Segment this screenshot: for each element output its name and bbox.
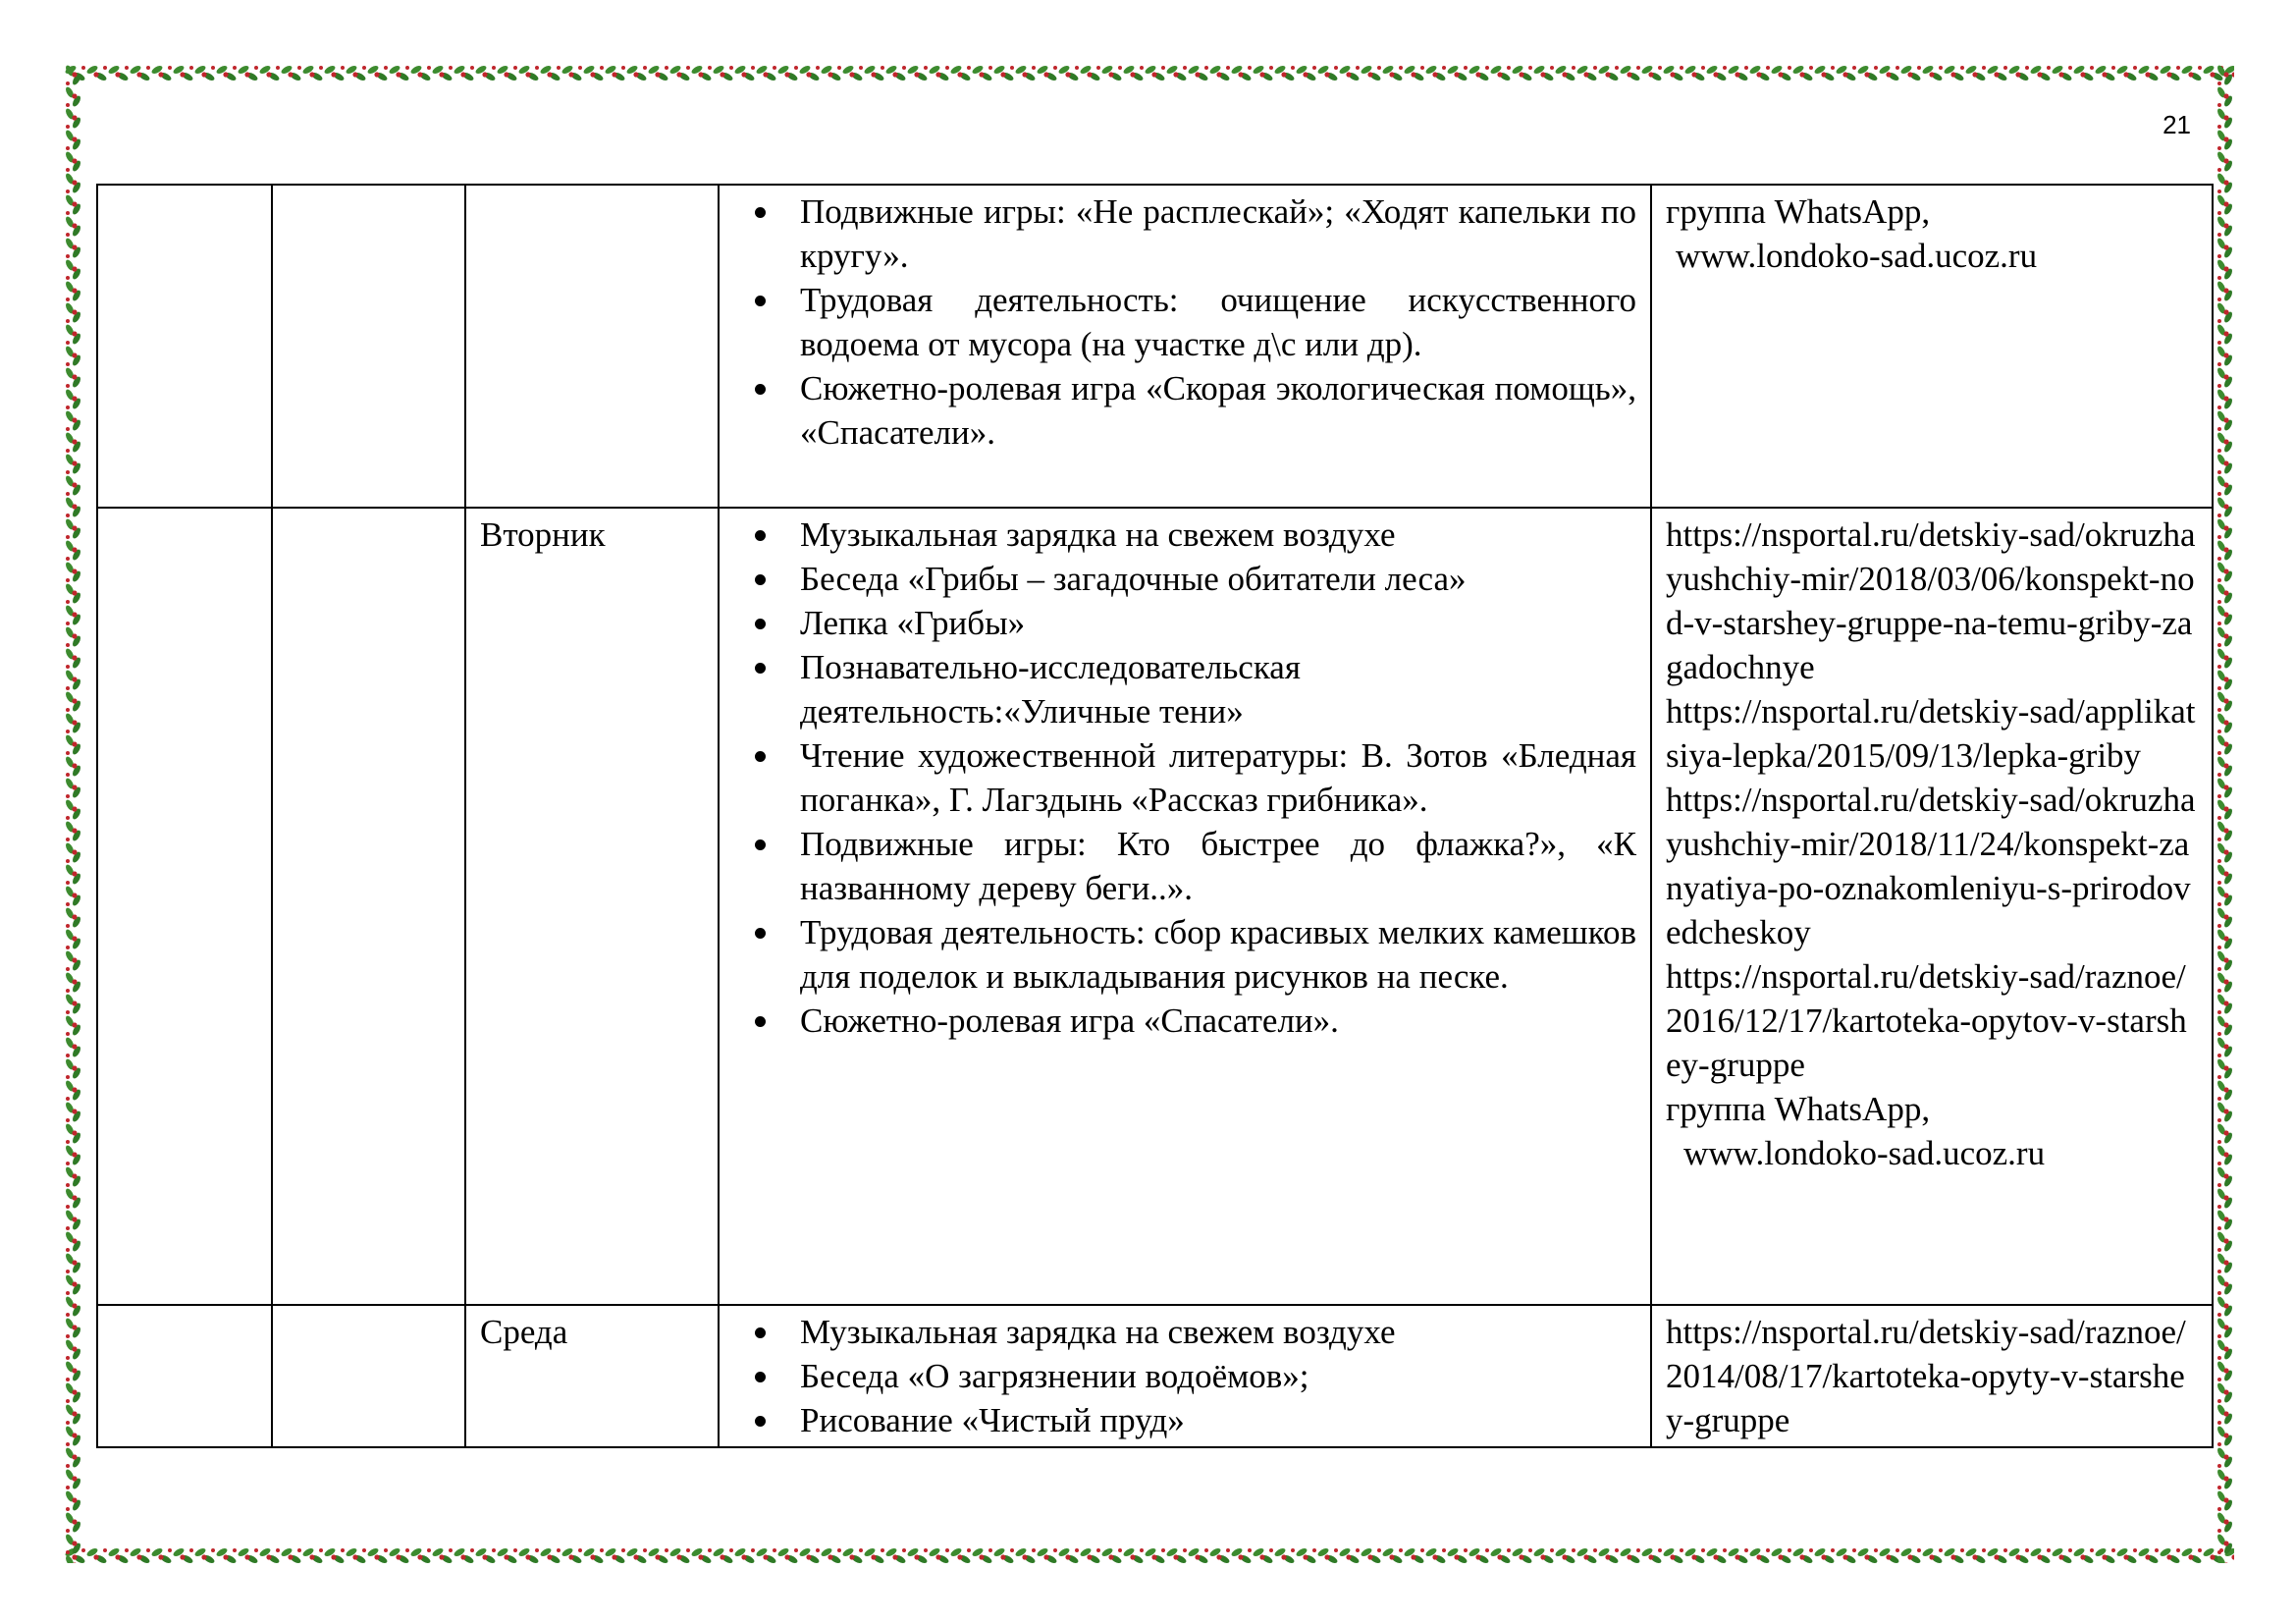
resource-link[interactable]: https://nsportal.ru/detskiy-sad/okruzhayushchiy-mir/2018/03/06/konspekt-nod-v-starshey-gruppe-na-temu-griby-zagadochnye — [1666, 515, 2196, 686]
day-cell: Среда — [465, 1305, 719, 1447]
holly-border-bottom-icon — [65, 1543, 2234, 1569]
activities-cell — [719, 185, 1651, 508]
holly-border-top-icon — [65, 61, 2234, 86]
table-row — [97, 508, 2213, 1305]
list-item: Подвижные игры: Кто быстрее до флажка?», «К названному дереву беги..». — [800, 822, 1636, 910]
activities-cell — [719, 1305, 1651, 1447]
resource-link[interactable]: https://nsportal.ru/detskiy-sad/raznoe/2016/12/17/kartoteka-opytov-v-starshey-gruppe — [1666, 957, 2187, 1084]
list-item: Беседа «Грибы – загадочные обитатели леса» — [800, 557, 1636, 601]
empty-cell — [97, 508, 272, 1305]
list-item: Трудовая деятельность: очищение искусственного водоема от мусора (на участке д\с или др). — [800, 278, 1636, 366]
resource-link[interactable]: www.londoko-sad.ucoz.ru — [1676, 237, 2038, 275]
list-item: Сюжетно-ролевая игра «Спасатели». — [800, 999, 1636, 1043]
resource-link[interactable]: https://nsportal.ru/detskiy-sad/okruzhayushchiy-mir/2018/11/24/konspekt-zanyatiya-po-oznakomleniyu-s-prirodovedcheskoy — [1666, 781, 2196, 951]
page-number: 21 — [2163, 110, 2191, 139]
resource-link[interactable]: https://nsportal.ru/detskiy-sad/applikatsiya-lepka/2015/09/13/lepka-griby — [1666, 692, 2196, 775]
table-row — [97, 185, 2213, 508]
list-item: Трудовая деятельность: сбор красивых мелких камешков для поделок и выкладывания рисунков на песке. — [800, 910, 1636, 999]
holly-border-right-icon — [2213, 65, 2238, 1563]
holly-border-left-icon — [61, 65, 86, 1563]
activity-plan-table — [96, 184, 2214, 1448]
activity-list — [733, 189, 1636, 455]
resources-cell — [1651, 185, 2213, 508]
day-cell: Вторник — [465, 508, 719, 1305]
resources-cell — [1651, 1305, 2213, 1447]
activities-cell — [719, 508, 1651, 1305]
resource-text: группа WhatsApp, — [1666, 192, 1931, 231]
list-item: Подвижные игры: «Не расплескай»; «Ходят капельки по кругу». — [800, 189, 1636, 278]
empty-cell — [272, 1305, 465, 1447]
list-item: Музыкальная зарядка на свежем воздухе — [800, 1310, 1636, 1354]
list-item: Сюжетно-ролевая игра «Скорая экологическая помощь», «Спасатели». — [800, 366, 1636, 455]
empty-cell — [272, 185, 465, 508]
resource-link[interactable]: www.londoko-sad.ucoz.ru — [1683, 1134, 2046, 1172]
list-item: Чтение художественной литературы: В. Зотов «Бледная поганка», Г. Лагздынь «Рассказ грибника». — [800, 733, 1636, 822]
list-item: Музыкальная зарядка на свежем воздухе — [800, 513, 1636, 557]
activity-list — [733, 513, 1636, 1043]
list-item: Рисование «Чистый пруд» — [800, 1398, 1636, 1442]
resource-text: группа WhatsApp, — [1666, 1090, 1931, 1128]
list-item: Беседа «О загрязнении водоёмов»; — [800, 1354, 1636, 1398]
table-row — [97, 1305, 2213, 1447]
empty-cell — [97, 185, 272, 508]
list-item: Лепка «Грибы» — [800, 601, 1636, 645]
empty-cell — [97, 1305, 272, 1447]
resource-link[interactable]: https://nsportal.ru/detskiy-sad/raznoe/2014/08/17/kartoteka-opyty-v-starshey-gruppe — [1666, 1313, 2186, 1439]
resources-cell — [1651, 508, 2213, 1305]
activity-list — [733, 1310, 1636, 1442]
list-item: Познавательно-исследовательская деятельность:«Уличные тени» — [800, 645, 1636, 733]
day-cell — [465, 185, 719, 508]
empty-cell — [272, 508, 465, 1305]
